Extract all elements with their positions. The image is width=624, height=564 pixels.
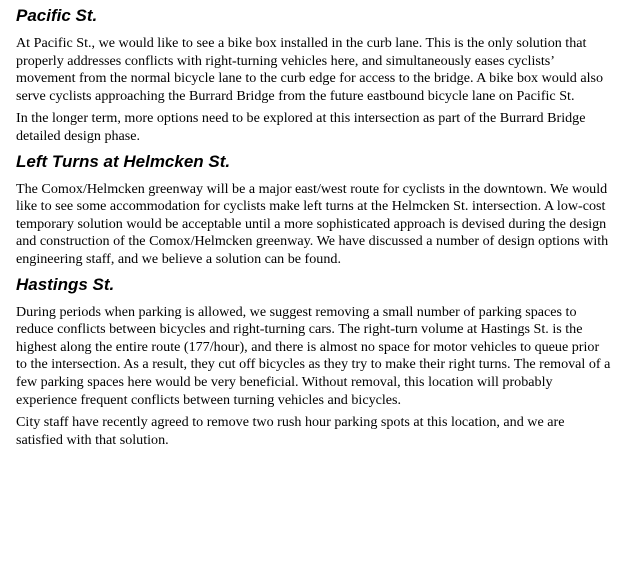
paragraph: At Pacific St., we would like to see a bike box installed in the curb lane. This is the only solution that properly addresses conflicts with right-turning vehicles here, and simultaneously eases cyclists’ movement from the normal bicycle lane to the curb edge for access to the bridge. A bike box would also serve cyclists approaching the Burrard Bridge from the future eastbound bicycle lane on Pacific St. xyxy=(16,35,604,104)
paragraph: During periods when parking is allowed, we suggest removing a small number of parking spaces to reduce conflicts between bicycles and right-turning cars. The right-turn volume at Hastings St. is the highest along the entire route (177/hour), and there is almost no space for motor vehicles to queue prior to the intersection. As a result, they cut off bicycles as they try to make their right turns. The removal of a few parking spaces here would be very beneficial. Without removal, this location will probably experience frequent conflicts between turning vehicles and bicycles. xyxy=(16,303,611,408)
section-pacific-st xyxy=(16,6,612,146)
section-hastings-st xyxy=(16,275,612,450)
paragraph: The Comox/Helmcken greenway will be a major east/west route for cyclists in the downtown. We would like to see some accommodation for cyclists make left turns at the Helmcken St. intersection. A low-cost temporary solution would be acceptable until a more sophisticated approach is devised during the design and construction of the Comox/Helmcken greenway. We have discussed a number of design options with engineering staff, and we believe a solution can be found. xyxy=(16,180,609,267)
section-heading: Hastings St. xyxy=(16,274,115,294)
document-page xyxy=(16,6,612,454)
section-heading: Left Turns at Helmcken St. xyxy=(16,151,231,171)
section-heading: Pacific St. xyxy=(16,6,98,25)
paragraph: City staff have recently agreed to remove two rush hour parking spots at this location, and we are satisfied with that solution. xyxy=(16,414,565,448)
section-left-turns-helmcken xyxy=(16,152,612,269)
paragraph: In the longer term, more options need to be explored at this intersection as part of the Burrard Bridge detailed design phase. xyxy=(16,110,586,144)
